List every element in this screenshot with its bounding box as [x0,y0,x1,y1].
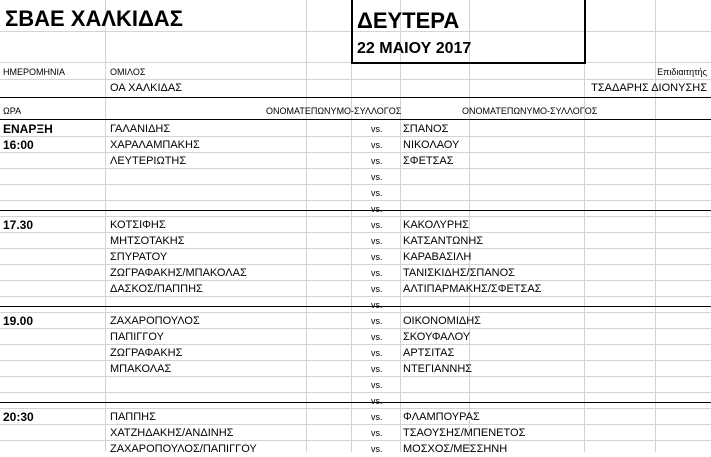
player1-name: ΜΠΑΚΟΛΑΣ [110,363,172,375]
match-row [0,185,711,201]
group-value: ΟΑ ΧΑΛΚΙΔΑΣ [110,82,183,94]
player2-name: ΤΣΑΟΥΣΗΣ/ΜΠΕΝΕΤΟΣ [403,427,526,439]
vs-label: vs. [371,204,383,214]
vs-label: vs. [371,268,383,278]
match-row [0,233,711,249]
vs-label: vs. [371,252,383,262]
vs-label: vs. [371,140,383,150]
vs-label: vs. [371,316,383,326]
player1-name: ΚΟΤΣΙΦΗΣ [110,219,166,231]
vs-label: vs. [371,380,383,390]
player1-name: ΣΠΥΡΑΤΟΥ [110,251,168,263]
vs-label: vs. [371,220,383,230]
match-row [0,121,711,137]
match-time: 20:30 [3,410,34,424]
vs-label: vs. [371,332,383,342]
supervisor-label: Επιδιαιτητής [657,67,707,77]
player1-name: ΧΑΡΑΛΑΜΠΑΚΗΣ [110,139,200,151]
vs-label: vs. [371,156,383,166]
match-row [0,265,711,281]
vs-label: vs. [371,284,383,294]
match-row [0,329,711,345]
player2-column-header: ΟΝΟΜΑΤΕΠΩΝΥΜΟ-ΣΥΛΛΟΓΟΣ [462,106,598,116]
match-row [0,201,711,217]
match-row [0,361,711,377]
vs-label: vs. [371,188,383,198]
match-time: 19.00 [3,314,34,328]
player2-name: ΑΛΤΙΠΑΡΜΑΚΗΣ/ΣΦΕΤΣΑΣ [403,283,542,295]
player2-name: ΚΑΚΟΛΥΡΗΣ [403,219,469,231]
player2-name: ΑΡΤΣΙΤΑΣ [403,347,455,359]
player1-name: ΖΑΧΑΡΟΠΟΥΛΟΣ/ΠΑΠΙΓΓΟΥ [110,443,257,455]
player1-name: ΖΩΓΡΑΦΑΚΗΣ [110,347,183,359]
player1-name: ΠΑΠΙΓΓΟΥ [110,331,164,343]
match-row [0,425,711,441]
vs-label: vs. [371,236,383,246]
grid-row-line [0,79,711,80]
vs-label: vs. [371,348,383,358]
vs-label: vs. [371,444,383,454]
day-box-left [351,0,353,63]
match-time: 17.30 [3,218,34,232]
player1-name: ΔΑΣΚΟΣ/ΠΑΠΠΗΣ [110,283,203,295]
player2-name: ΟΙΚΟΝΟΜΙΔΗΣ [403,315,481,327]
vs-label: vs. [371,172,383,182]
match-row [0,393,711,409]
vs-label: vs. [371,412,383,422]
vs-label: vs. [371,428,383,438]
match-row [0,281,711,297]
player2-name: ΤΑΝΙΣΚΙΔΗΣ/ΣΠΑΝΟΣ [403,267,515,279]
day-box-right [584,0,586,63]
match-row [0,169,711,185]
player1-name: ΖΑΧΑΡΟΠΟΥΛΟΣ [110,315,200,327]
match-row [0,409,711,425]
match-row [0,249,711,265]
player2-name: ΚΑΤΣΑΝΤΩΝΗΣ [403,235,484,247]
date-label: ΗΜΕΡΟΜΗΝΙΑ [3,67,66,77]
date-title: 22 ΜΑΙΟΥ 2017 [357,40,472,57]
player2-name: ΝΤΕΓΙΑΝΝΗΣ [403,363,473,375]
vs-label: vs. [371,300,383,310]
player2-name: ΦΛΑΜΠΟΥΡΑΣ [403,411,480,423]
match-time: ΕΝΑΡΞΗ [3,122,53,136]
time-column-header: ΩΡΑ [3,106,22,116]
club-title: ΣΒΑΕ ΧΑΛΚΙΔΑΣ [5,6,183,31]
match-row [0,313,711,329]
match-row [0,441,711,457]
player2-name: ΚΑΡΑΒΑΣΙΛΗ [403,251,472,263]
day-title: ΔΕΥΤΕΡΑ [357,8,460,33]
player1-name: ΧΑΤΖΗΔΑΚΗΣ/ΑΝΔΙΝΗΣ [110,427,234,439]
player2-name: ΜΟΣΧΟΣ/ΜΕΣΣΗΝΗ [403,443,508,455]
player1-name: ΛΕΥΤΕΡΙΩΤΗΣ [110,155,187,167]
player1-name: ΠΑΠΠΗΣ [110,411,156,423]
match-row [0,137,711,153]
match-time: 16:00 [3,138,34,152]
player1-name: ΓΑΛΑΝΙΔΗΣ [110,123,171,135]
header-separator [0,119,711,120]
match-row [0,153,711,169]
player2-name: ΝΙΚΟΛΑΟΥ [403,139,460,151]
day-box-bottom [351,62,586,64]
player2-name: ΣΚΟΥΦΑΛΟΥ [403,331,471,343]
vs-label: vs. [371,124,383,134]
player1-name: ΖΩΓΡΑΦΑΚΗΣ/ΜΠΑΚΟΛΑΣ [110,267,247,279]
player2-name: ΣΦΕΤΣΑΣ [403,155,454,167]
supervisor-value: ΤΣΑΔΑΡΗΣ ΔΙΟΝΥΣΗΣ [591,82,707,94]
player1-name: ΜΗΤΣΟΤΑΚΗΣ [110,235,185,247]
match-row [0,217,711,233]
meta-separator [0,97,711,98]
player2-name: ΣΠΑΝΟΣ [403,123,449,135]
vs-label: vs. [371,396,383,406]
match-row [0,297,711,313]
match-row [0,377,711,393]
player1-column-header: ΟΝΟΜΑΤΕΠΩΝΥΜΟ-ΣΥΛΛΟΓΟΣ [266,106,402,116]
vs-label: vs. [371,364,383,374]
match-row [0,345,711,361]
group-label: ΟΜΙΛΟΣ [110,67,146,77]
